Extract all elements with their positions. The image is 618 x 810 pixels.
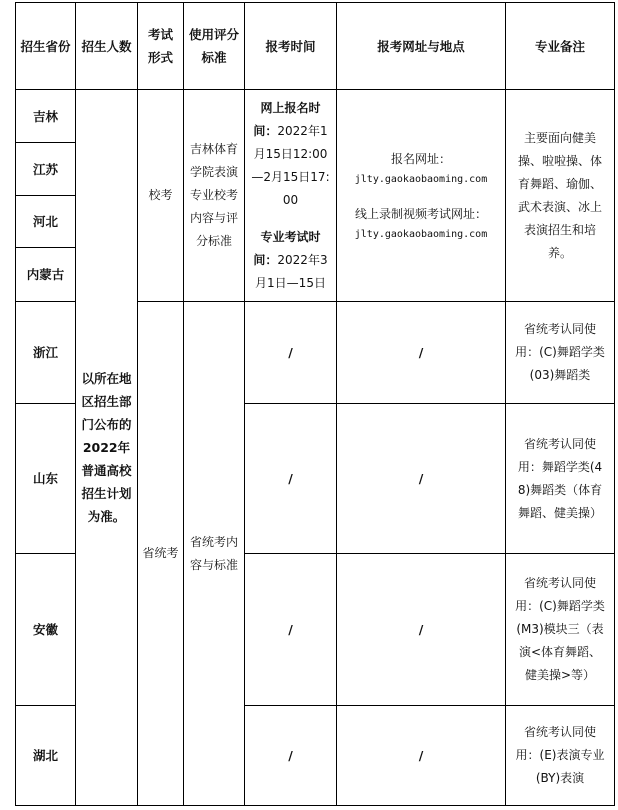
header-province: 招生省份 xyxy=(16,3,76,90)
header-standard: 使用评分标准 xyxy=(184,3,245,90)
site-zhejiang: / xyxy=(337,302,506,404)
video-exam-label: 线上录制视频考试网址： xyxy=(354,206,487,221)
table-row xyxy=(16,90,615,143)
site-shandong: / xyxy=(337,404,506,554)
site-school xyxy=(337,90,506,302)
time-zhejiang: / xyxy=(245,302,337,404)
header-row xyxy=(16,3,615,90)
enrollment-count xyxy=(76,90,138,806)
header-site: 报考网址与地点 xyxy=(337,3,506,90)
province-hubei: 湖北 xyxy=(16,706,76,806)
registration-url: jlty.gaokaobaoming.com xyxy=(354,173,488,185)
province-neimenggu: 内蒙古 xyxy=(16,248,76,302)
header-notes: 专业备注 xyxy=(506,3,615,90)
video-exam-url: jlty.gaokaobaoming.com xyxy=(354,228,488,240)
standard-provincial: 省统考内容与标准 xyxy=(184,302,245,806)
time-school xyxy=(245,90,337,302)
admissions-table xyxy=(15,2,615,806)
exam-time-label: 专业考试时间： xyxy=(253,229,321,267)
notes-school: 主要面向健美操、啦啦操、体育舞蹈、瑜伽、武术表演、冰上表演招生和培养。 xyxy=(506,90,615,302)
province-jiangsu: 江苏 xyxy=(16,143,76,196)
online-registration-value: 2022年1月15日12:00—2月15日17:00 xyxy=(251,123,330,207)
exam-form-provincial: 省统考 xyxy=(138,302,184,806)
province-hebei: 河北 xyxy=(16,196,76,248)
time-shandong: / xyxy=(245,404,337,554)
notes-shandong: 省统考认同使用：舞蹈学类(48)舞蹈类（体育舞蹈、健美操） xyxy=(506,404,615,554)
exam-form-school: 校考 xyxy=(138,90,184,302)
notes-zhejiang: 省统考认同使用：(C)舞蹈学类(03)舞蹈类 xyxy=(506,302,615,404)
site-anhui: / xyxy=(337,554,506,706)
notes-hubei: 省统考认同使用：(E)表演专业(BY)表演 xyxy=(506,706,615,806)
time-hubei: / xyxy=(245,706,337,806)
exam-time-value: 2022年3月1日—15日 xyxy=(255,252,328,290)
site-hubei: / xyxy=(337,706,506,806)
notes-anhui: 省统考认同使用：(C)舞蹈学类(M3)模块三（表演<体育舞蹈、健美操>等） xyxy=(506,554,615,706)
header-exam-form: 考试形式 xyxy=(138,3,184,90)
registration-site-label: 报名网址： xyxy=(390,151,451,166)
province-shandong: 山东 xyxy=(16,404,76,554)
province-anhui: 安徽 xyxy=(16,554,76,706)
online-registration-label: 网上报名时间： xyxy=(253,100,321,138)
header-time: 报考时间 xyxy=(245,3,337,90)
standard-school: 吉林体育学院表演专业校考内容与评分标准 xyxy=(184,90,245,302)
province-jilin: 吉林 xyxy=(16,90,76,143)
province-zhejiang: 浙江 xyxy=(16,302,76,404)
header-count: 招生人数 xyxy=(76,3,138,90)
enrollment-count-text: 以所在地区招生部门公布的2022年普通高校招生计划为准。 xyxy=(81,371,132,524)
time-anhui: / xyxy=(245,554,337,706)
